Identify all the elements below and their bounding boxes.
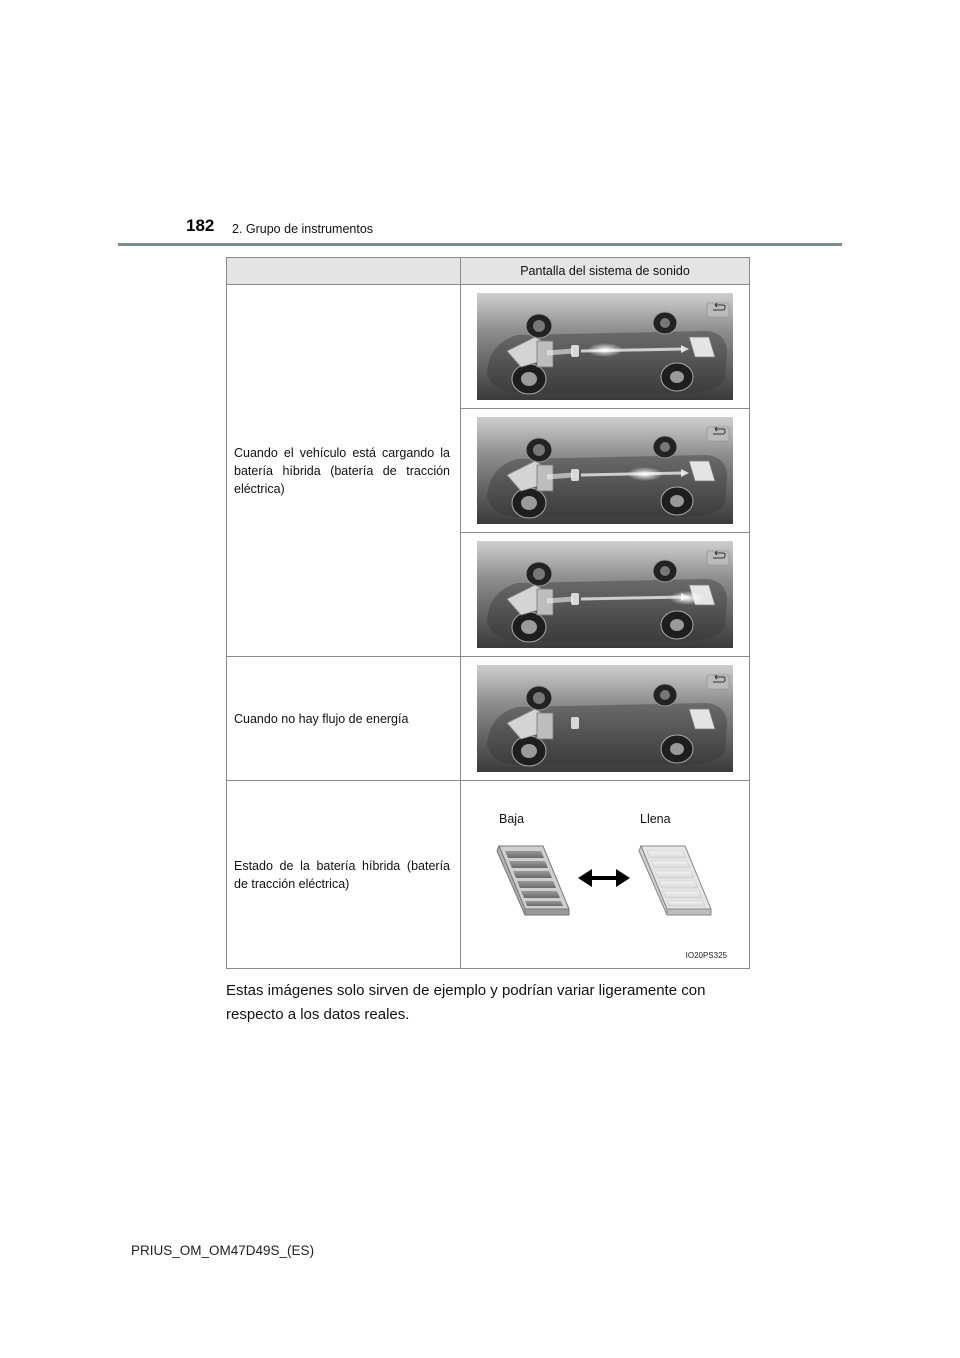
table-row [227, 657, 750, 781]
battery-illustration [461, 781, 749, 968]
charging-screen-image [477, 541, 733, 648]
column-header: Pantalla del sistema de sonido [461, 258, 750, 285]
charging-screen-image [477, 417, 733, 524]
no-flow-screen-image [477, 665, 733, 772]
screen-image-cell [461, 285, 750, 409]
row-label: Cuando el vehículo está cargando la batería híbrida (batería de tracción eléctrica) [227, 285, 461, 657]
battery-full-label: Llena [640, 812, 671, 826]
screen-image-cell [461, 409, 750, 533]
disclaimer-note: Estas imágenes solo sirven de ejemplo y podrían variar ligeramente con respecto a los datos reales. [226, 982, 706, 1023]
row-label: Estado de la batería híbrida (batería de tracción eléctrica) [227, 781, 461, 969]
figure-code: IO20PS325 [685, 951, 727, 960]
empty-header-cell [227, 258, 461, 285]
table-row [227, 285, 750, 409]
screen-image-cell [461, 657, 750, 781]
battery-low-label: Baja [499, 812, 525, 826]
screen-image-cell [461, 533, 750, 657]
table-row [227, 781, 750, 969]
table-header-row [227, 258, 750, 285]
energy-monitor-table [226, 257, 750, 969]
document-code: PRIUS_OM_OM47D49S_(ES) [131, 1243, 315, 1258]
battery-low-icon [497, 846, 569, 915]
battery-full-icon [639, 846, 711, 915]
header-rule [118, 243, 842, 246]
page-number: 182 [186, 216, 215, 235]
charging-screen-image [477, 293, 733, 400]
battery-state-cell [461, 781, 750, 969]
double-arrow-icon [578, 869, 630, 887]
section-title: 2. Grupo de instrumentos [232, 222, 374, 236]
row-label: Cuando no hay flujo de energía [227, 657, 461, 781]
